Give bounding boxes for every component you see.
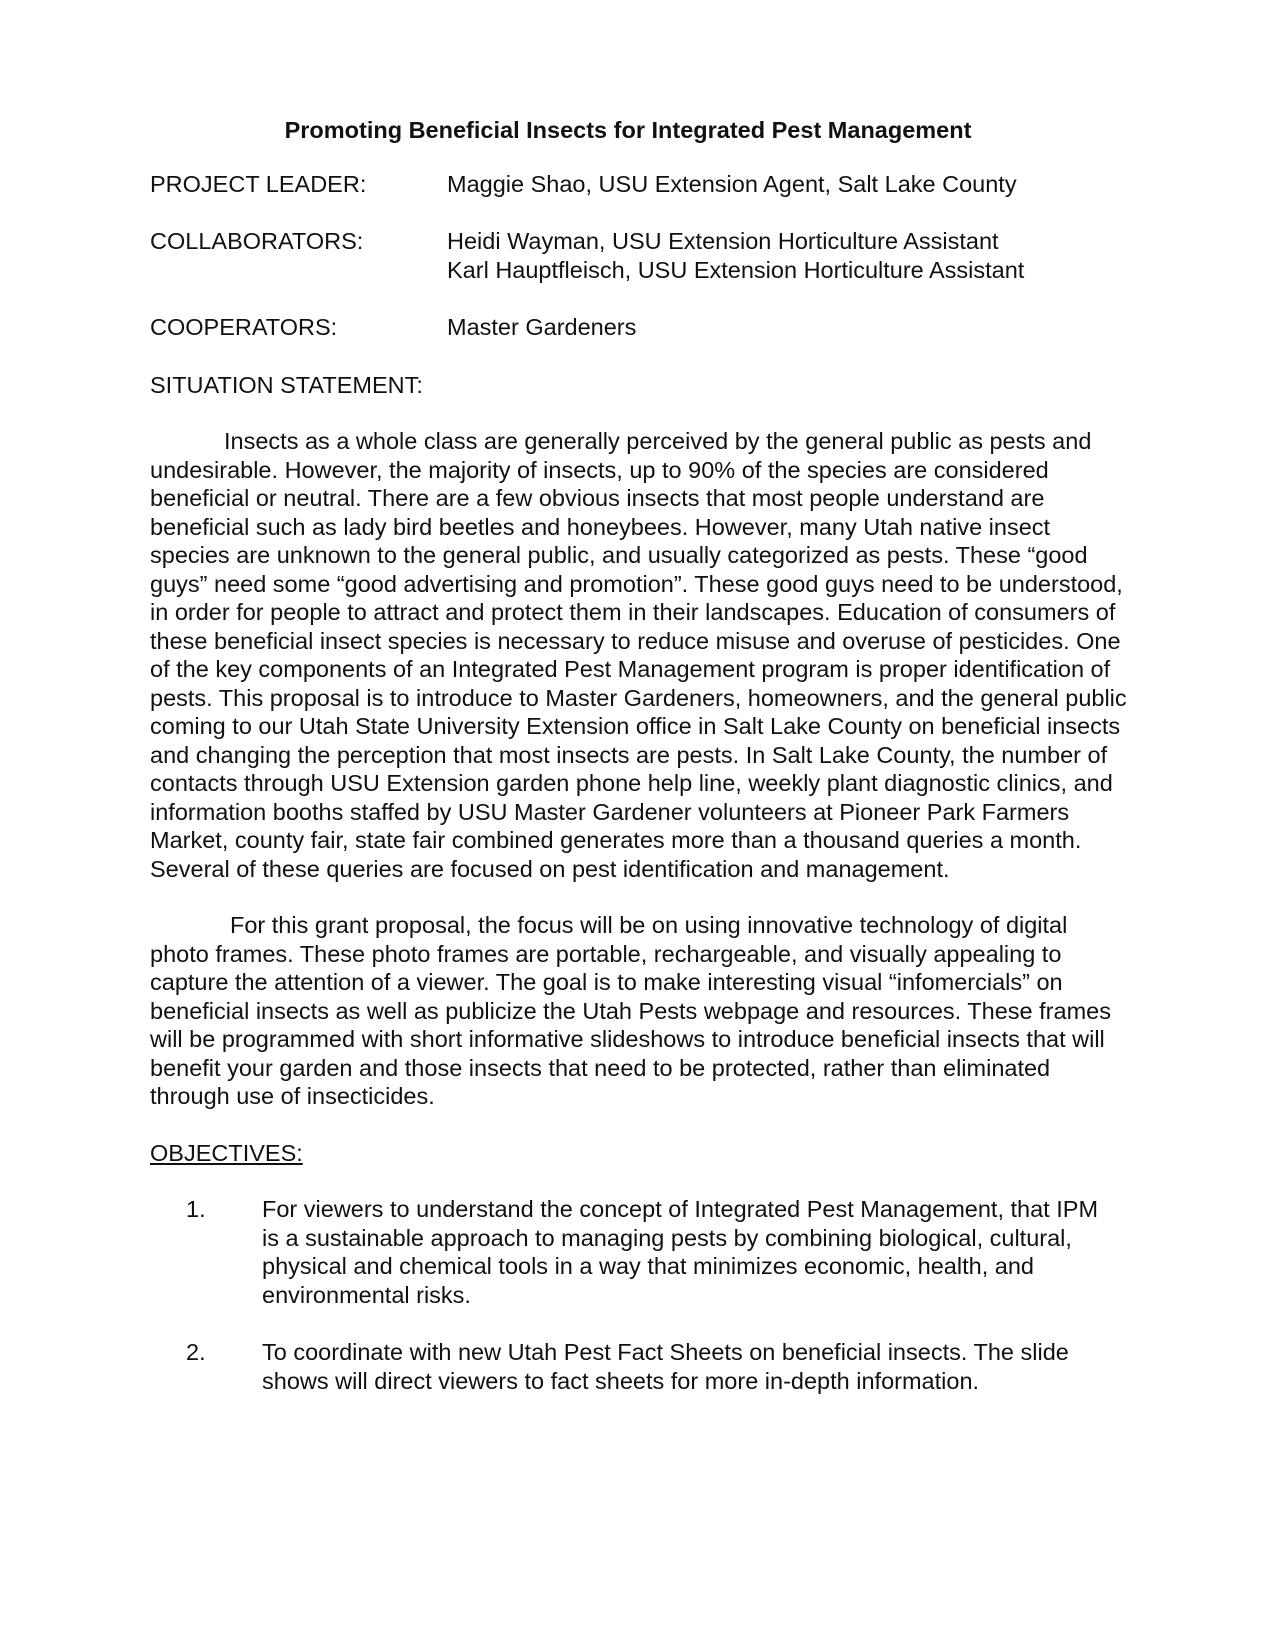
project-leader-label: PROJECT LEADER: — [150, 170, 367, 197]
project-leader-value — [447, 170, 1130, 199]
objectives-heading: OBJECTIVES: — [150, 1139, 303, 1166]
collaborators-value — [447, 227, 1130, 284]
objective-text: For viewers to understand the concept of Integrated Pest Management, that IPM is a sustainable approach to managing pests by combining biological, cultural, physical and chemical tools in a way that minimizes economic, health, and environmental risks. — [262, 1196, 1099, 1308]
cooperators-name: Master Gardeners — [447, 314, 637, 340]
situation-paragraph: Insects as a whole class are generally perceived by the general public as pests and undesirable. However, the majority of insects, up to 90% of the species are considered beneficial or neutral. There are a few obvious insects that most people understand are beneficial such as lady bird beetles and honeybees. However, many Utah native insect species are unknown to the general public, and usually categorized as pests. These “good guys” need some “good advertising and promotion”. These good guys need to be understood, in order for people to attract and protect them in their landscapes. Education of consumers of these beneficial insect species is necessary to reduce misuse and overuse of pesticides. One of the key components of an Integrated Pest Management program is proper identification of pests. This proposal is to introduce to Master Gardeners, homeowners, and the general public coming to our Utah State University Extension office in Salt Lake County on beneficial insects and changing the perception that most insects are pests. In Salt Lake County, the number of contacts through USU Extension garden phone help line, weekly plant diagnostic clinics, and information booths staffed by USU Master Gardener volunteers at Pioneer Park Farmers Market, county fair, state fair combined generates more than a thousand queries a month. Several of these queries are focused on pest identification and management. — [150, 428, 1127, 882]
cooperators-field — [150, 313, 1130, 342]
objectives-list — [150, 1195, 1130, 1395]
situation-paragraph: For this grant proposal, the focus will be on using innovative technology of digital photo frames. These photo frames are portable, rechargeable, and visually appealing to capture the attention of a viewer. The goal is to make interesting visual “infomercials” on beneficial insects as well as publicize the Utah Pests webpage and resources. These frames will be programmed with short informative slideshows to introduce beneficial insects that will benefit your garden and those insects that need to be protected, rather than eliminated through use of insecticides. — [150, 912, 1111, 1109]
objective-item — [150, 1195, 1130, 1309]
document-page — [150, 116, 1130, 1424]
cooperators-value — [447, 313, 1130, 342]
project-leader-name: Maggie Shao, USU Extension Agent, Salt Lake County — [447, 170, 1017, 197]
document-title: Promoting Beneficial Insects for Integrated Pest Management — [284, 117, 972, 143]
cooperators-label: COOPERATORS: — [150, 314, 338, 340]
collaborators-label: COLLABORATORS: — [150, 228, 364, 254]
objective-number: 2. — [186, 1339, 206, 1365]
collaborator-entry: Heidi Wayman, USU Extension Horticulture Assistant — [447, 228, 999, 254]
collaborators-field — [150, 227, 1130, 284]
objective-number: 1. — [186, 1196, 206, 1222]
objective-item — [150, 1338, 1130, 1395]
project-leader-field — [150, 170, 1130, 199]
collaborator-entry: Karl Hauptfleisch, USU Extension Horticulture Assistant — [447, 256, 1025, 283]
objective-text: To coordinate with new Utah Pest Fact Sheets on beneficial insects. The slide shows will direct viewers to fact sheets for more in-depth information. — [262, 1339, 1069, 1394]
situation-heading: SITUATION STATEMENT: — [150, 371, 423, 398]
